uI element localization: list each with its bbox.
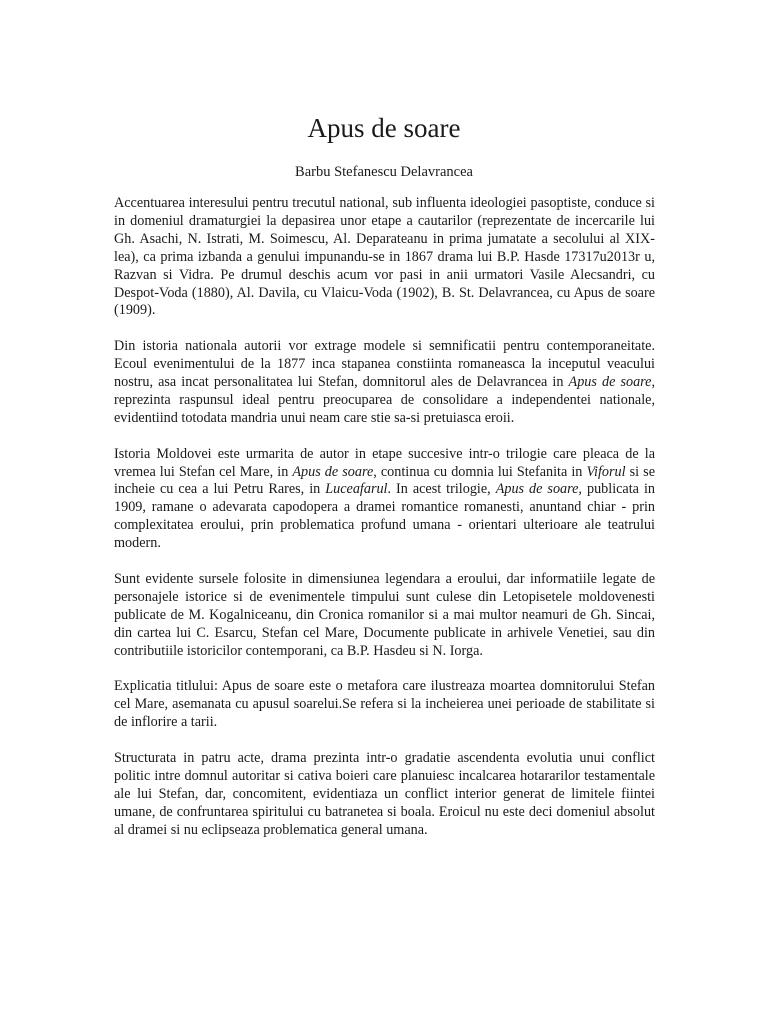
document-body bbox=[114, 195, 655, 857]
document-author: Barbu Stefanescu Delavrancea bbox=[295, 164, 473, 180]
italic-work-title: Luceafarul bbox=[325, 481, 388, 498]
paragraph-text: Din istoria nationala autorii vor extrage modele si semnificatii pentru contemporaneitate. Ecoul evenimentului de la 1877 inca stapanea constiinta romaneasca la inceputul veacului nostru, asa incat personalitatea lui Stefan, domnitorul ales de Delavrancea in bbox=[114, 338, 655, 391]
paragraph-text: , continua cu domnia lui Stefanita in bbox=[373, 463, 587, 480]
italic-work-title: Apus de soare bbox=[292, 463, 374, 480]
paragraph-text: . In acest trilogie, bbox=[387, 481, 496, 498]
paragraph bbox=[114, 446, 655, 553]
paragraph-text: Istoria Moldovei este urmarita de autor in etape succesive intr-o trilogie care pleaca de la vremea lui Stefan cel Mare, in bbox=[114, 445, 655, 480]
paragraph bbox=[114, 571, 655, 661]
paragraph bbox=[114, 750, 655, 840]
paragraph-text: si se incheie cu cea a lui Petru Rares, in bbox=[114, 463, 655, 498]
paragraph-text: Structurata in patru acte, drama prezinta intr-o gradatie ascendenta evolutia unui conflict politic intre domnul autoritar si cativa boieri care planuiesc incalcarea hotararilor testamentale ale lui Stefan, dar, concomitent, evidentiaza un conflict interior generat de limitele fiintei umane, de confruntarea spiritului cu batranetea si boala. Eroicul nu este deci domeniul absolut al dramei si nu eclipseaza problematica general umana. bbox=[114, 750, 655, 838]
paragraph bbox=[114, 195, 655, 320]
paragraph-text: Sunt evidente sursele folosite in dimensiunea legendara a eroului, dar informatiile legate de personajele istorice si de evenimentele timpului sunt culese din Letopisetele moldovenesti publicate de M. Kogalniceanu, din Cronica romanilor si a mai multor neamuri de Gh. Sincai, din cartea lui C. Esarcu, Stefan cel Mare, Documente publicate in arhivele Venetiei, sau din contributiile istoricilor contemporani, ca B.P. Hasdeu si N. Iorga. bbox=[114, 570, 655, 659]
document-title: Apus de soare bbox=[307, 113, 461, 143]
paragraph-text: publicata in 1909, ramane o adevarata capodopera a dramei romantice romanesti, anuntand chiar - prin complexitatea eroului, prin problematica profund umana - orientari ulterioare ale teatrului modern. bbox=[114, 481, 655, 552]
paragraph-text: Accentuarea interesului pentru trecutul national, sub influenta ideologiei pasoptiste, conduce si in domeniul dramaturgiei la depasirea unor etape a cautarilor (reprezentate de incercarile lui Gh. Asachi, N. Istrati, M. Soimescu, Al. Deparateanu in prima jumatate a secolului al XIX-lea), ca prima izbanda a genului impunandu-se in 1867 drama lui B.P. Hasde 17317u2013r u, Razvan si Vidra. Pe drumul deschis acum vor pasi in anii urmatori Vasile Alecsandri, cu Despot-Voda (1880), Al. Davila, cu Vlaicu-Voda (1902), B. St. Delavrancea, cu Apus de soare (1909). bbox=[114, 195, 655, 319]
italic-work-title: Viforul bbox=[586, 463, 626, 480]
paragraph-text: , reprezinta raspunsul ideal pentru preocuparea de consolidare a independentei nationale, evidentiind totodata mandria unui neam care stie sa-si pretuiasca eroii. bbox=[114, 374, 655, 426]
italic-work-title: Apus de soare, bbox=[495, 481, 582, 498]
paragraph bbox=[114, 678, 655, 732]
paragraph-text: Explicatia titlului: Apus de soare este o metafora care ilustreaza moartea domnitorului Stefan cel Mare, asemanata cu apusul soarelui.Se refera si la incheierea unei perioade de stabilitate si de inflorire a tarii. bbox=[114, 678, 655, 731]
paragraph bbox=[114, 338, 655, 428]
italic-work-title: Apus de soare bbox=[568, 374, 652, 391]
